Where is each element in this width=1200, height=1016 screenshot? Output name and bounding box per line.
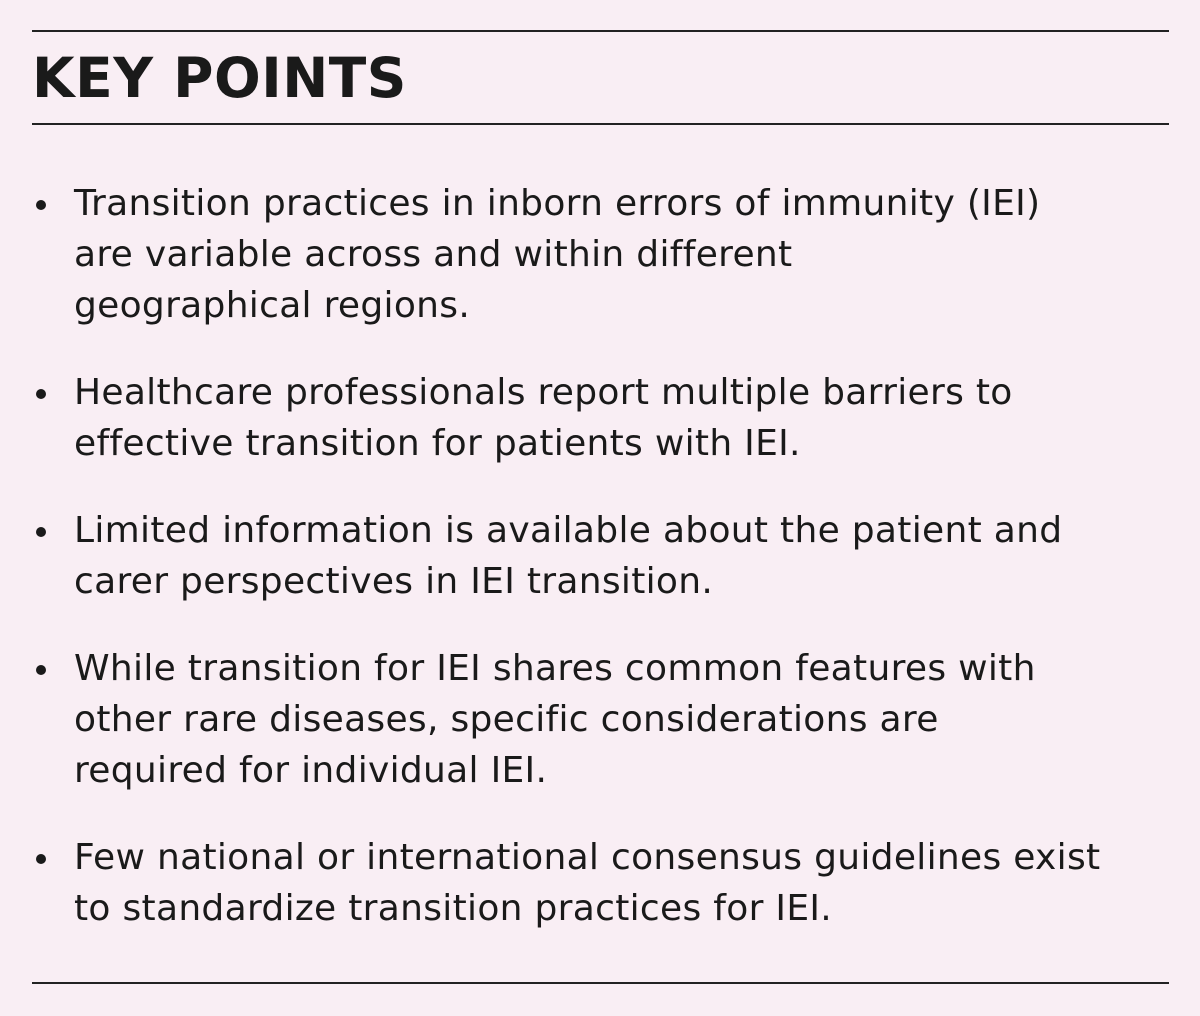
- key-point-1: [32, 178, 1169, 331]
- key-point-line: to standardize transition practices for IEI.: [74, 888, 833, 929]
- key-point-5: [32, 832, 1169, 934]
- bullet-icon: [36, 200, 46, 210]
- key-point-line: Few national or international consensus guidelines exist: [74, 837, 1101, 878]
- bottom-rule: [32, 982, 1169, 984]
- key-point-line: Limited information is available about the patient and: [74, 510, 1063, 551]
- key-point-4: [32, 643, 1169, 796]
- bullet-icon: [36, 389, 46, 399]
- key-point-line: geographical regions.: [74, 285, 471, 326]
- key-point-line: are variable across and within different: [74, 234, 793, 275]
- key-point-3: [32, 505, 1169, 607]
- key-point-line: other rare diseases, specific considerations are: [74, 699, 939, 740]
- heading-rule: [32, 123, 1169, 125]
- key-point-line: Transition practices in inborn errors of immunity (IEI): [74, 183, 1041, 224]
- bullet-icon: [36, 527, 46, 537]
- bullet-icon: [36, 665, 46, 675]
- key-points-heading: KEY POINTS: [32, 46, 407, 110]
- bullet-icon: [36, 854, 46, 864]
- key-point-line: required for individual IEI.: [74, 750, 548, 791]
- key-point-line: effective transition for patients with IEI.: [74, 423, 801, 464]
- key-point-line: carer perspectives in IEI transition.: [74, 561, 714, 602]
- top-rule: [32, 30, 1169, 32]
- key-point-line: Healthcare professionals report multiple barriers to: [74, 372, 1013, 413]
- key-point-2: [32, 367, 1169, 469]
- key-points-list: [32, 178, 1169, 934]
- key-point-line: While transition for IEI shares common features with: [74, 648, 1036, 689]
- key-points-box: [32, 30, 1169, 984]
